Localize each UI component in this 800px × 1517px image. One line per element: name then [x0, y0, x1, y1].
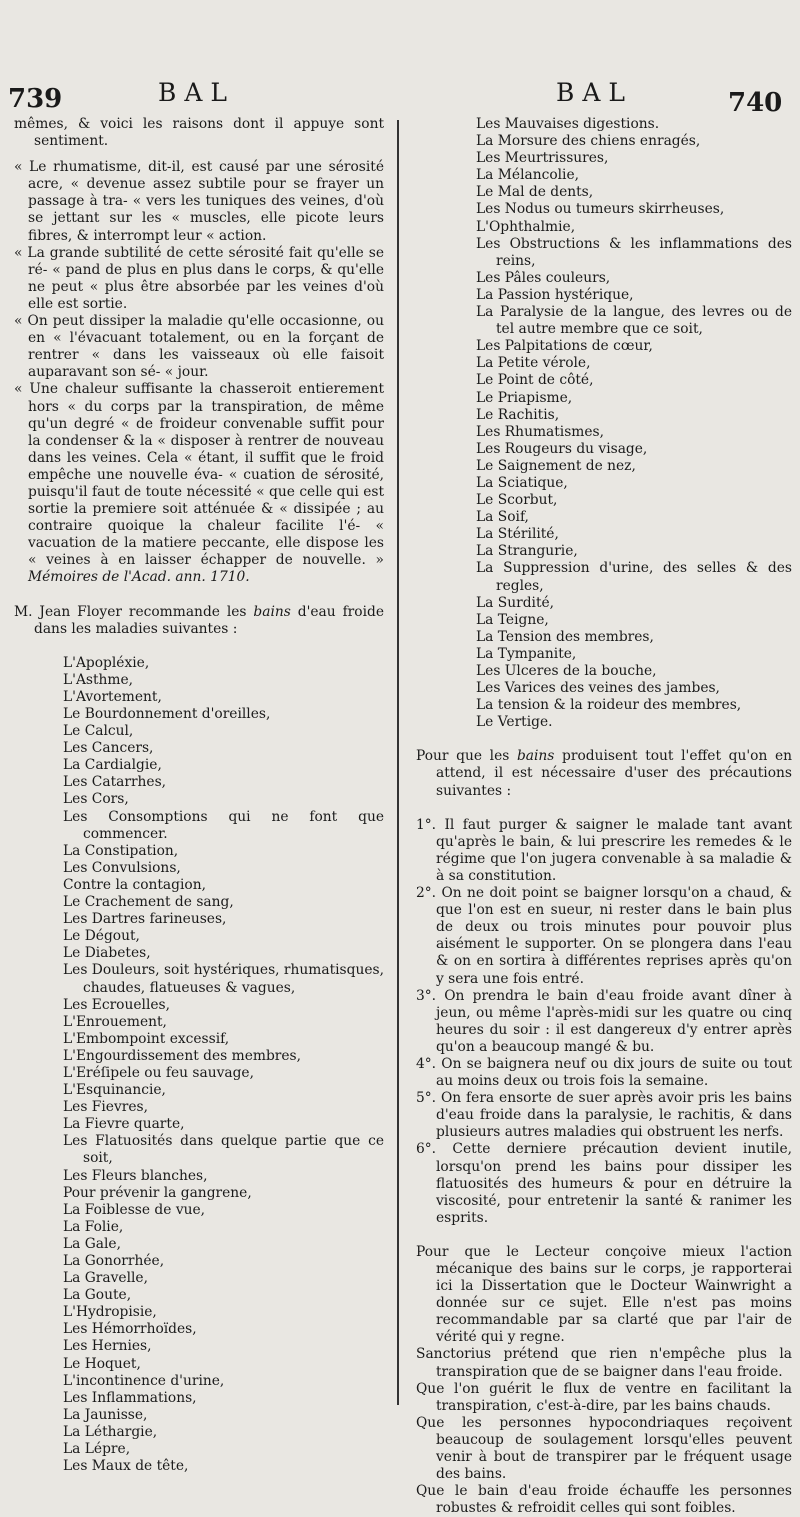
- floyer-emphasis: bains: [253, 603, 291, 620]
- left-column: [14, 116, 384, 1475]
- list-item: Les Douleurs, soit hystériques, rhumatisques, chaudes, flatueuses & vagues,: [63, 962, 384, 996]
- list-item: Le Rachitis,: [476, 406, 560, 423]
- list-item: La Folie,: [63, 1218, 124, 1235]
- precautions-list: [416, 817, 792, 1227]
- list-item: Les Meurtrissures,: [476, 150, 609, 167]
- list-item: Les Hémorrhoïdes,: [63, 1321, 197, 1338]
- list-item: Le Dégout,: [63, 928, 140, 945]
- quote-source: Mémoires de l'Acad. ann. 1710.: [28, 569, 250, 586]
- list-item: La Gale,: [63, 1235, 121, 1252]
- list-item: Le Bourdonnement d'oreilles,: [63, 706, 271, 722]
- list-item: Les Varices des veines des jambes,: [476, 680, 720, 697]
- list-item: Que le bain d'eau froide échauffe les personnes robustes & refroidit celles qui sont foibles.: [416, 1483, 792, 1517]
- list-item: Les Consomptions qui ne font que commencer.: [63, 808, 384, 842]
- list-item: La Fievre quarte,: [63, 1116, 185, 1133]
- list-item: L'Avortement,: [63, 688, 162, 705]
- maladies-list-left: [14, 655, 384, 1476]
- list-item: La Tympanite,: [476, 645, 577, 662]
- list-item: Les Pâles couleurs,: [476, 269, 611, 286]
- list-item: L'Enrouement,: [63, 1013, 167, 1030]
- quote-paragraph: « La grande subtilité de cette sérosité fait qu'elle se ré- « pand de plus en plus dans le corps, & qu'elle ne peut « plus être absorbée par les veines d'où elle est sortie.: [14, 244, 384, 312]
- column-divider: [397, 120, 399, 1405]
- list-item: La Mélancolie,: [476, 167, 579, 184]
- list-item: Les Palpitations de cœur,: [476, 338, 653, 355]
- list-item: 1°. Il faut purger & saigner le malade tant avant qu'après le bain, & lui prescrire les remedes & le régime que l'on jugera convenable à sa maladie & à sa constitution.: [416, 816, 792, 884]
- list-item: La Soif,: [476, 509, 529, 526]
- list-item: L'Asthme,: [63, 671, 134, 688]
- quote-paragraph: « On peut dissiper la maladie qu'elle occasionne, ou en « l'évacuant totalement, ou en la forçant de rentrer « dans les vaisseaux où elle faisoit auparavant son sé- « jour.: [14, 313, 384, 381]
- list-item: La Léthargie,: [63, 1423, 158, 1440]
- list-item: Les Obstructions & les inflammations des reins,: [476, 235, 792, 269]
- list-item: La Morsure des chiens enragés,: [476, 133, 701, 150]
- list-item: Les Maux de tête,: [63, 1458, 189, 1475]
- quote-text: « Une chaleur suffisante la chasseroit entierement hors « du corps par la transpiration, de même qu'un degré « de froideur convenable suffit pour la condenser & la « disposer à rentrer de nouveau dans les veines. Cela « étant, il suffit que le froid empêche une nouvelle éva- « cuation de sérosité, puisqu'il faut de toute nécessité « que celle qui est sortie la premiere soit atténuée & « dissipée ; au contraire quoique la chaleur facilite l'é- « vacuation de la matiere peccante, elle dispose les « veines à en laisser échapper de nouvelle. »: [14, 381, 384, 569]
- floyer-text-a: M. Jean Floyer recommande les: [14, 603, 247, 620]
- precautions-intro: [416, 748, 792, 799]
- list-item: La Paralysie de la langue, des levres ou de tel autre membre que ce soit,: [476, 304, 792, 338]
- list-item: Le Vertige.: [476, 714, 553, 731]
- list-item: Les Flatuosités dans quelque partie que ce soit,: [63, 1133, 384, 1167]
- list-item: La Teigne,: [476, 611, 549, 628]
- list-item: Les Rhumatismes,: [476, 423, 605, 440]
- list-item: Les Fievres,: [63, 1099, 148, 1116]
- list-item: Le Point de côté,: [476, 372, 594, 389]
- list-item: Pour que le Lecteur conçoive mieux l'action mécanique des bains sur le corps, je rapporterai ici la Dissertation que le Docteur Wainwright a donnée sur ce sujet. Elle n'est pas moins recommandable par sa clarté que par l'air de vérité qui y regne.: [416, 1243, 792, 1346]
- list-item: Contre la contagion,: [63, 876, 206, 893]
- precautions-intro-emphasis: bains: [516, 748, 555, 765]
- quote-paragraph: « Le rhumatisme, dit-il, est causé par une sérosité acre, « devenue assez subtile pour se frayer un passage à tra- « vers les tuniques des veines, d'où se jettant sur les « muscles, elle picote leurs fibres, & interrompt leur « action.: [14, 159, 384, 244]
- list-item: Le Mal de dents,: [476, 184, 594, 201]
- list-item: La Constipation,: [63, 842, 179, 859]
- list-item: L'Apopléxie,: [63, 654, 150, 671]
- list-item: Le Scorbut,: [476, 492, 558, 509]
- list-item: 4°. On se baignera neuf ou dix jours de suite ou tout au moins deux ou trois fois la semaine.: [416, 1055, 792, 1090]
- intro-text: mêmes, & voici les raisons dont il appuye sont sentiment.: [14, 116, 384, 150]
- list-item: Les Cors,: [63, 791, 129, 808]
- list-item: La Sciatique,: [476, 474, 568, 491]
- list-item: Le Hoquet,: [63, 1355, 141, 1372]
- precautions-intro-b: produisent tout l'effet qu'on en attend, il est nécessaire d'user des précautions suivantes :: [436, 748, 793, 799]
- list-item: 2°. On ne doit point se baigner lorsqu'on a chaud, & que l'on est en sueur, ni rester dans le bain plus de deux ou trois minutes pour pouvoir plus aisément le supporter. On se plongera dans l'eau & on en sortira à différentes reprises après qu'on y sera une fois entré.: [416, 885, 792, 987]
- list-item: Pour prévenir la gangrene,: [63, 1184, 252, 1201]
- list-item: La Passion hystérique,: [476, 286, 634, 303]
- list-item: L'incontinence d'urine,: [63, 1372, 225, 1389]
- list-item: La Stérilité,: [476, 526, 559, 543]
- list-item: Les Fleurs blanches,: [63, 1167, 208, 1184]
- quote-paragraph: [14, 381, 384, 586]
- list-item: Le Diabetes,: [63, 945, 151, 962]
- list-item: 6°. Cette derniere précaution devient inutile, lorsqu'on prend les bains pour dissiper les flatuosités des humeurs & pour en détruire la viscosité, pour entretenir la santé & ranimer les esprits.: [416, 1141, 792, 1226]
- list-item: La Gravelle,: [63, 1270, 148, 1287]
- list-item: La Strangurie,: [476, 543, 578, 560]
- list-item: Le Saignement de nez,: [476, 457, 636, 474]
- list-item: L'Engourdissement des membres,: [63, 1047, 302, 1064]
- list-item: Les Inflammations,: [63, 1389, 197, 1406]
- floyer-paragraph: [14, 604, 384, 638]
- list-item: La Foiblesse de vue,: [63, 1201, 206, 1218]
- list-item: Les Nodus ou tumeurs skirrheuses,: [476, 201, 725, 218]
- list-item: La Jaunisse,: [63, 1406, 148, 1423]
- list-item: Les Ulceres de la bouche,: [476, 663, 657, 679]
- precautions-intro-a: Pour que les: [416, 748, 510, 765]
- list-item: La Surdité,: [476, 594, 555, 611]
- list-item: Les Convulsions,: [63, 859, 181, 876]
- page-number-left: 739: [8, 84, 63, 114]
- list-item: Que l'on guérit le flux de ventre en facilitant la transpiration, c'est-à-dire, par les bains chauds.: [416, 1380, 792, 1414]
- list-item: Les Mauvaises digestions.: [476, 116, 660, 132]
- list-item: Les Rougeurs du visage,: [476, 440, 648, 457]
- running-head-left: BAL: [158, 78, 236, 107]
- list-item: Que les personnes hypocondriaques reçoivent beaucoup de soulagement lorsqu'elles peuvent venir à bout de transpirer par le fréquent usage des bains.: [416, 1414, 792, 1483]
- list-item: Les Hernies,: [63, 1338, 152, 1355]
- maladies-list-right: [416, 116, 792, 731]
- list-item: La Cardialgie,: [63, 757, 162, 774]
- floyer-text-b: d'eau froide dans les maladies suivantes :: [34, 603, 384, 637]
- list-item: La Goute,: [63, 1287, 132, 1304]
- list-item: Les Catarrhes,: [63, 774, 167, 791]
- list-item: Les Cancers,: [63, 740, 154, 757]
- dissertation-paragraphs: [416, 1244, 792, 1517]
- right-column: [416, 116, 792, 1517]
- list-item: Le Calcul,: [63, 723, 134, 740]
- list-item: L'Embompoint excessif,: [63, 1030, 230, 1047]
- running-head-right: BAL: [556, 78, 634, 107]
- list-item: 5°. On fera ensorte de suer après avoir pris les bains d'eau froide dans la paralysie, le rachitis, & dans plusieurs autres maladies qui obstruent les nerfs.: [416, 1090, 792, 1141]
- list-item: Sanctorius prétend que rien n'empêche plus la transpiration que de se baigner dans l'eau froide.: [416, 1346, 792, 1380]
- list-item: Les Ecrouelles,: [63, 996, 170, 1013]
- list-item: La Lépre,: [63, 1441, 131, 1458]
- list-item: Le Priapisme,: [476, 389, 573, 406]
- list-item: La tension & la roideur des membres,: [476, 697, 742, 714]
- list-item: 3°. On prendra le bain d'eau froide avant dîner à jeun, ou même l'après-midi sur les quatre ou cinq heures du soir : il est dangereux d'y entrer après qu'on a beaucoup mangé & bu.: [416, 987, 792, 1055]
- list-item: L'Ophthalmie,: [476, 218, 576, 235]
- page-number-right: 740: [728, 88, 783, 118]
- list-item: L'Esquinancie,: [63, 1082, 166, 1099]
- list-item: L'Eréſipele ou feu sauvage,: [63, 1064, 254, 1081]
- list-item: Le Crachement de sang,: [63, 894, 234, 911]
- list-item: La Suppression d'urine, des selles & des regles,: [476, 560, 792, 594]
- list-item: La Petite vérole,: [476, 355, 591, 372]
- list-item: La Gonorrhée,: [63, 1253, 165, 1269]
- list-item: La Tension des membres,: [476, 628, 654, 645]
- list-item: Les Dartres farineuses,: [63, 911, 227, 928]
- list-item: L'Hydropisie,: [63, 1304, 157, 1321]
